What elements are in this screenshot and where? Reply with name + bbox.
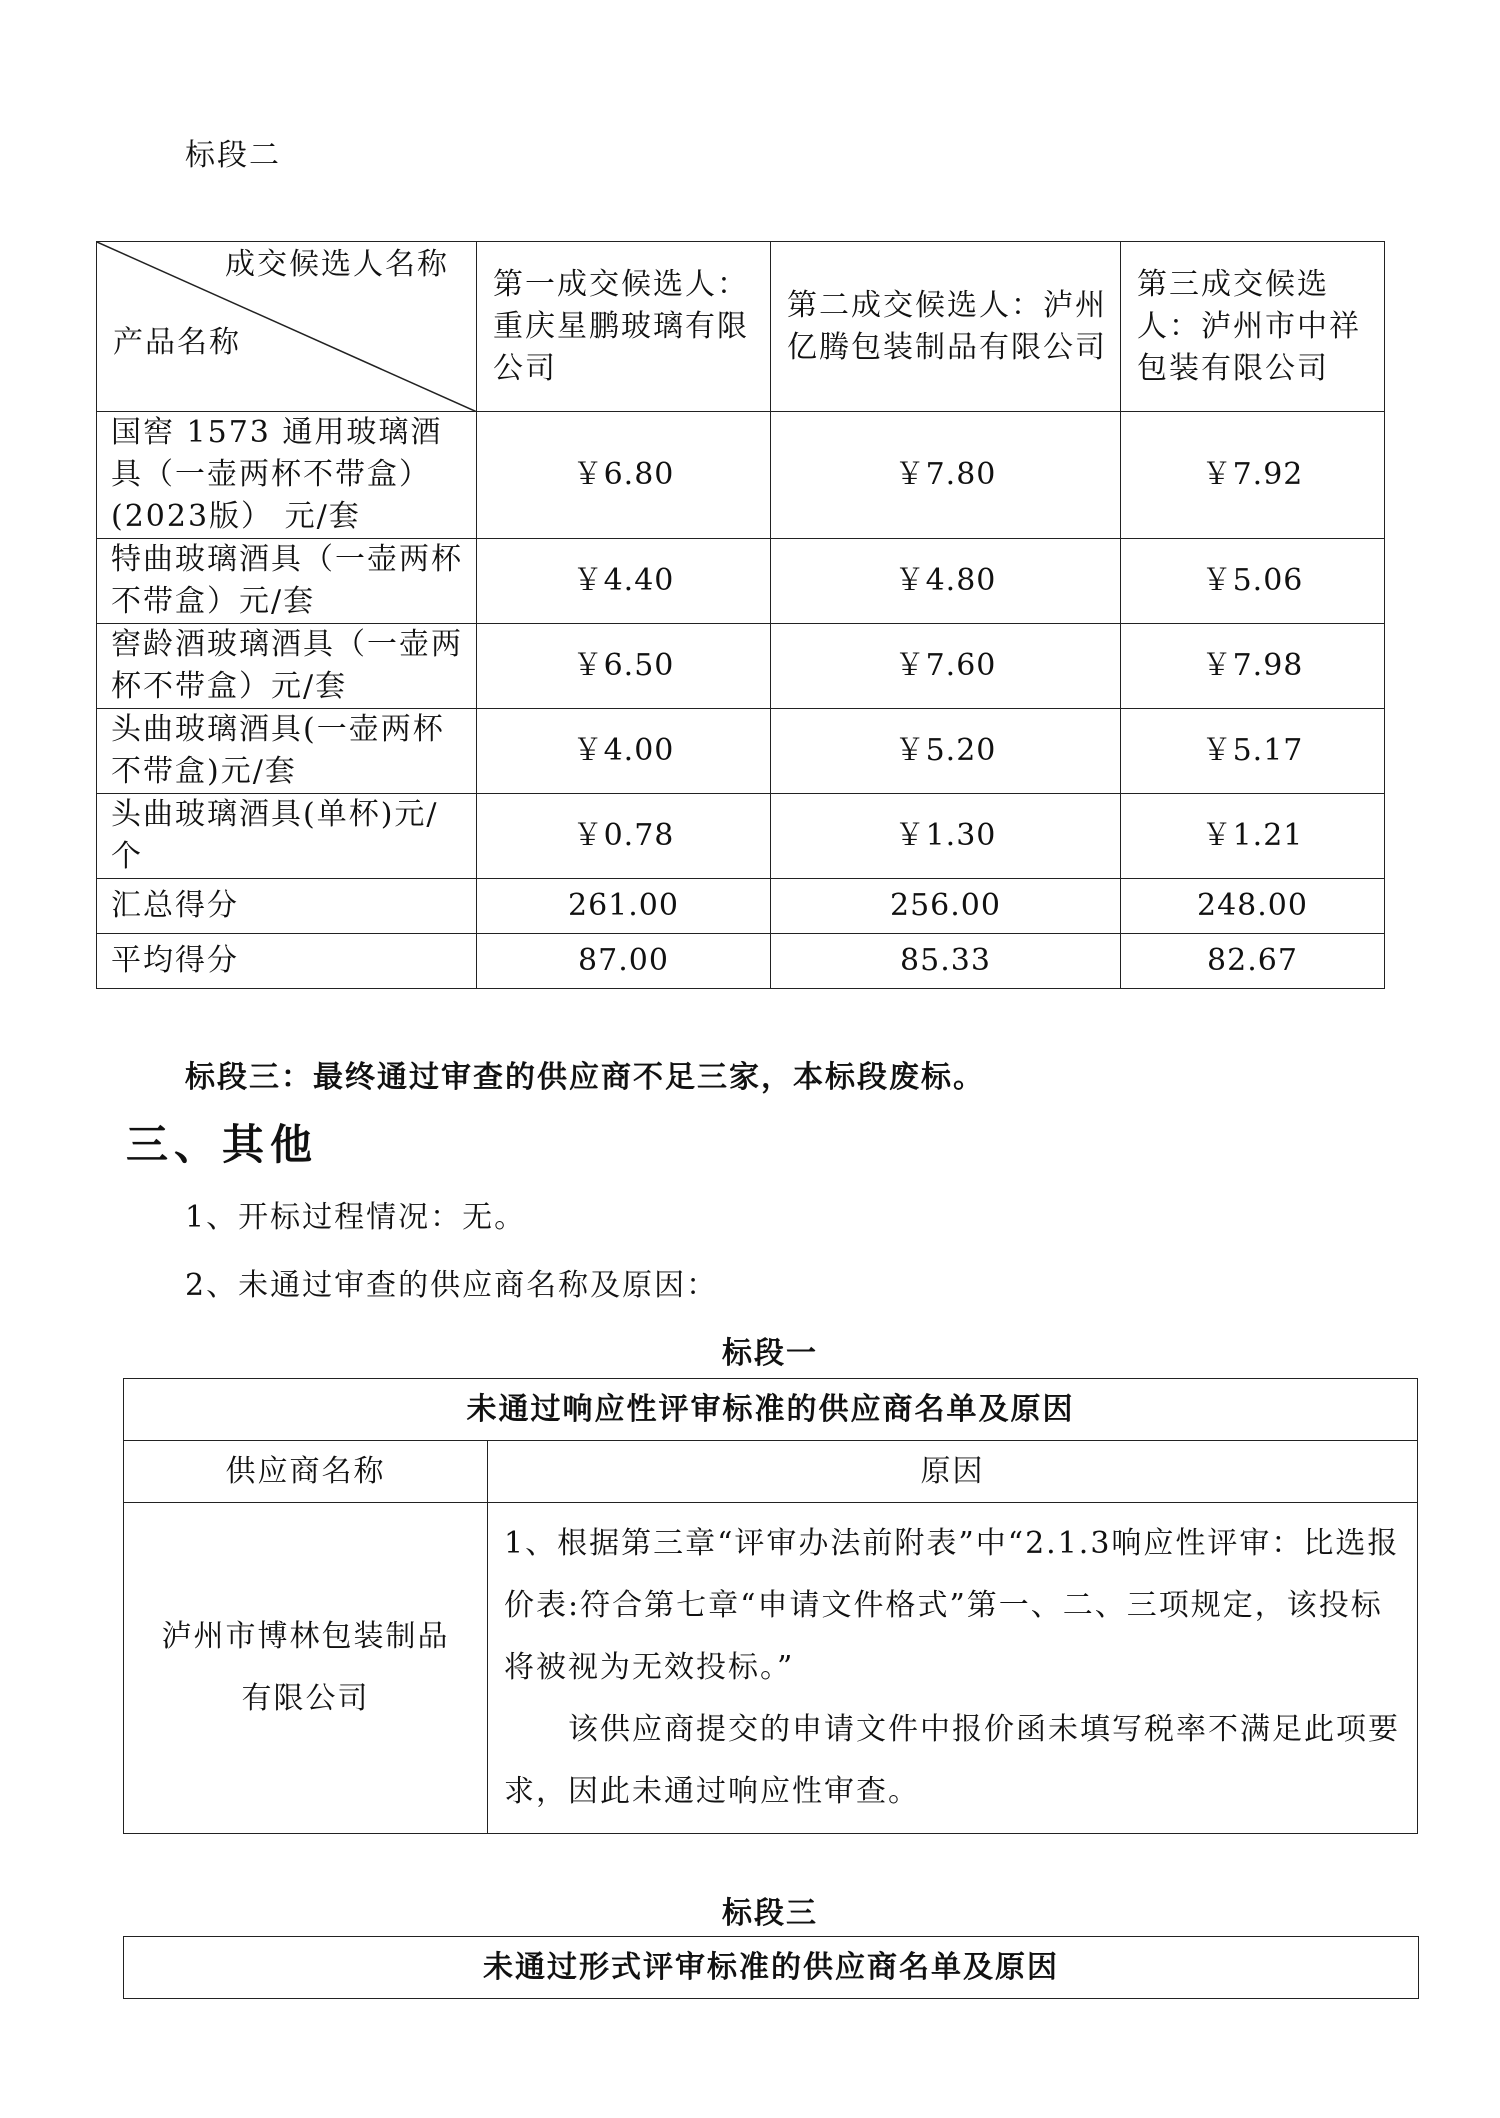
- product-name: 特曲玻璃酒具（一壶两杯不带盒）元/套: [97, 539, 477, 624]
- section3-title: 标段三: [722, 1896, 818, 1931]
- failed-form-table: [123, 1936, 1419, 1999]
- item-1: 1、开标过程情况：无。: [185, 1200, 527, 1235]
- diagonal-header-cell: [97, 242, 477, 412]
- row-label: 平均得分: [97, 934, 477, 989]
- table-row: [97, 709, 1385, 794]
- diag-header-top: 成交候选人名称: [225, 247, 449, 282]
- score-cell: 256.00: [771, 879, 1121, 934]
- score-cell: 82.67: [1121, 934, 1385, 989]
- table-title: 未通过形式评审标准的供应商名单及原因: [124, 1937, 1419, 1999]
- product-name: 窖龄酒玻璃酒具（一壶两杯不带盒）元/套: [97, 624, 477, 709]
- column-header: 原因: [488, 1441, 1418, 1503]
- price-cell: ￥6.80: [477, 412, 771, 539]
- table-row: [97, 794, 1385, 879]
- table-row: [124, 1503, 1418, 1834]
- heading-other: 三、其他: [126, 1120, 319, 1169]
- item-2: 2、未通过审查的供应商名称及原因：: [185, 1268, 719, 1303]
- price-cell: ￥5.17: [1121, 709, 1385, 794]
- price-cell: ￥0.78: [477, 794, 771, 879]
- table-row: [97, 934, 1385, 989]
- price-cell: ￥7.92: [1121, 412, 1385, 539]
- price-cell: ￥7.60: [771, 624, 1121, 709]
- supplier-name: 泸州市博林包装制品有限公司: [124, 1503, 488, 1834]
- failed-response-table: [123, 1378, 1418, 1834]
- price-cell: ￥4.80: [771, 539, 1121, 624]
- candidate-price-table: [96, 241, 1385, 989]
- diag-header-bottom: 产品名称: [113, 325, 241, 360]
- column-header: 第一成交候选人：重庆星鹏玻璃有限公司: [477, 242, 771, 412]
- price-cell: ￥1.21: [1121, 794, 1385, 879]
- score-cell: 85.33: [771, 934, 1121, 989]
- section1-title: 标段一: [722, 1336, 818, 1371]
- product-name: 头曲玻璃酒具(一壶两杯不带盒)元/套: [97, 709, 477, 794]
- price-cell: ￥4.00: [477, 709, 771, 794]
- table-title: 未通过响应性评审标准的供应商名单及原因: [124, 1379, 1418, 1441]
- product-name: 头曲玻璃酒具(单杯)元/个: [97, 794, 477, 879]
- section3-note: 标段三：最终通过审查的供应商不足三家，本标段废标。: [185, 1060, 985, 1095]
- score-cell: 261.00: [477, 879, 771, 934]
- score-cell: 248.00: [1121, 879, 1385, 934]
- reason-paragraph-1: 1、根据第三章“评审办法前附表”中“2.1.3响应性评审：比选报价表:符合第七章“申请文件格式”第一、二、三项规定，该投标将被视为无效投标。”: [504, 1526, 1400, 1685]
- table-row: [97, 539, 1385, 624]
- product-name: 国窖 1573 通用玻璃酒具（一壶两杯不带盒）(2023版） 元/套: [97, 412, 477, 539]
- reason-paragraph-2: 该供应商提交的申请文件中报价函未填写税率不满足此项要求，因此未通过响应性审查。: [504, 1712, 1400, 1809]
- table-row: [97, 879, 1385, 934]
- price-cell: ￥7.80: [771, 412, 1121, 539]
- price-cell: ￥7.98: [1121, 624, 1385, 709]
- table-row: [97, 412, 1385, 539]
- price-cell: ￥1.30: [771, 794, 1121, 879]
- reason-cell: [488, 1503, 1418, 1834]
- column-header: 供应商名称: [124, 1441, 488, 1503]
- price-cell: ￥4.40: [477, 539, 771, 624]
- price-cell: ￥5.20: [771, 709, 1121, 794]
- section-label: 标段二: [185, 138, 281, 173]
- row-label: 汇总得分: [97, 879, 477, 934]
- table-row: [97, 624, 1385, 709]
- score-cell: 87.00: [477, 934, 771, 989]
- price-cell: ￥6.50: [477, 624, 771, 709]
- column-header: 第三成交候选人：泸州市中祥包装有限公司: [1121, 242, 1385, 412]
- price-cell: ￥5.06: [1121, 539, 1385, 624]
- column-header: 第二成交候选人：泸州亿腾包装制品有限公司: [771, 242, 1121, 412]
